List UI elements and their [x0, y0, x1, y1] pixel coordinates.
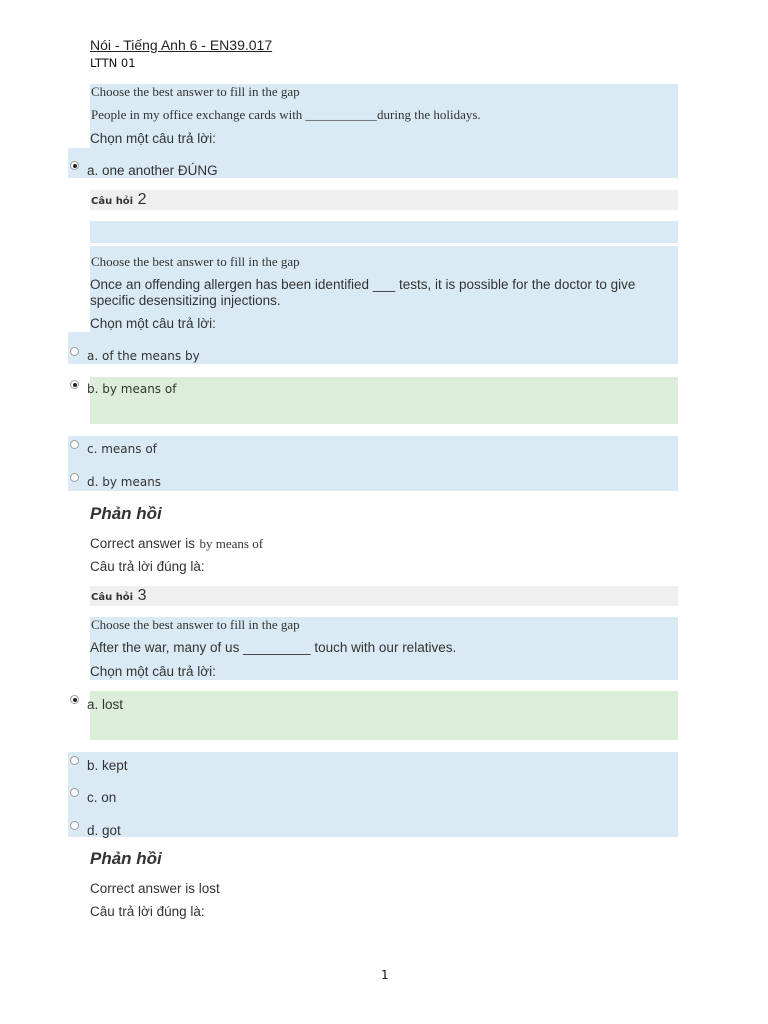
question3-instruction: Choose the best answer to fill in the gap: [91, 617, 300, 632]
question3-header: [90, 586, 678, 606]
question2-title: [91, 191, 146, 209]
question3-title: [91, 587, 146, 605]
q3-option-a-radio[interactable]: [70, 695, 79, 704]
question1-choose-label: Chọn một câu trả lời:: [90, 131, 216, 146]
question2-header: [90, 190, 678, 210]
document-subtitle: LTTN 01: [90, 56, 136, 70]
q3-option-b-label[interactable]: b. kept: [87, 758, 128, 773]
q1-option-a-label[interactable]: a. one another ĐÚNG: [87, 163, 218, 178]
question2-label: Câu hỏi: [91, 196, 134, 207]
q3-option-bcd-rows: [68, 752, 678, 837]
question3-feedback-title: Phản hồi: [90, 849, 162, 868]
question3-correct-vi: Câu trả lời đúng là:: [90, 904, 205, 919]
question2-prompt: Once an offending allergen has been identified ___ tests, it is possible for the doctor to give specific desensitizing injections.: [90, 277, 636, 308]
page-number: 1: [381, 968, 389, 982]
q2-option-c-label[interactable]: c. means of: [87, 442, 157, 456]
question2-choose-label: Chọn một câu trả lời:: [90, 316, 216, 331]
question2-correct-value: by means of: [199, 536, 264, 551]
q3-option-b-radio[interactable]: [70, 756, 79, 765]
question3-correct-answer: Correct answer is lost: [90, 881, 220, 896]
q3-option-a-row: [90, 691, 678, 740]
q2-option-b-radio[interactable]: [70, 380, 79, 389]
q2-option-a-radio[interactable]: [70, 347, 79, 356]
question2-correct-prefix: Correct answer is: [90, 536, 196, 551]
q2-option-b-label[interactable]: b. by means of: [87, 382, 177, 396]
q3-option-c-radio[interactable]: [70, 788, 79, 797]
q1-option-a-radio[interactable]: [70, 161, 79, 170]
question2-top-strip: [90, 221, 678, 243]
q2-option-d-radio[interactable]: [70, 473, 79, 482]
q2-option-b-row: [90, 377, 678, 424]
question3-label: Câu hỏi: [91, 592, 134, 603]
question1-instruction: Choose the best answer to fill in the gap: [91, 84, 300, 99]
question1-prompt: People in my office exchange cards with ___________during the holidays.: [91, 107, 481, 122]
q2-option-c-radio[interactable]: [70, 440, 79, 449]
q3-option-d-radio[interactable]: [70, 821, 79, 830]
q2-option-d-label[interactable]: d. by means: [87, 475, 162, 489]
document-title: Nói - Tiếng Anh 6 - EN39.017: [90, 37, 273, 53]
question3-number: 3: [137, 587, 147, 604]
question2-feedback-title: Phản hồi: [90, 504, 162, 523]
q2-option-a-label[interactable]: a. of the means by: [87, 349, 200, 363]
question2-correct-answer: [90, 535, 263, 553]
question2-number: 2: [137, 191, 147, 208]
question3-prompt: After the war, many of us _________ touch with our relatives.: [90, 640, 457, 655]
q3-option-c-label[interactable]: c. on: [87, 790, 117, 805]
question2-instruction: Choose the best answer to fill in the gap: [91, 254, 300, 269]
q3-option-a-label[interactable]: a. lost: [87, 697, 124, 712]
question2-correct-vi: Câu trả lời đúng là:: [90, 559, 205, 574]
q3-option-d-label[interactable]: d. got: [87, 823, 121, 838]
question3-choose-label: Chọn một câu trả lời:: [90, 664, 216, 679]
